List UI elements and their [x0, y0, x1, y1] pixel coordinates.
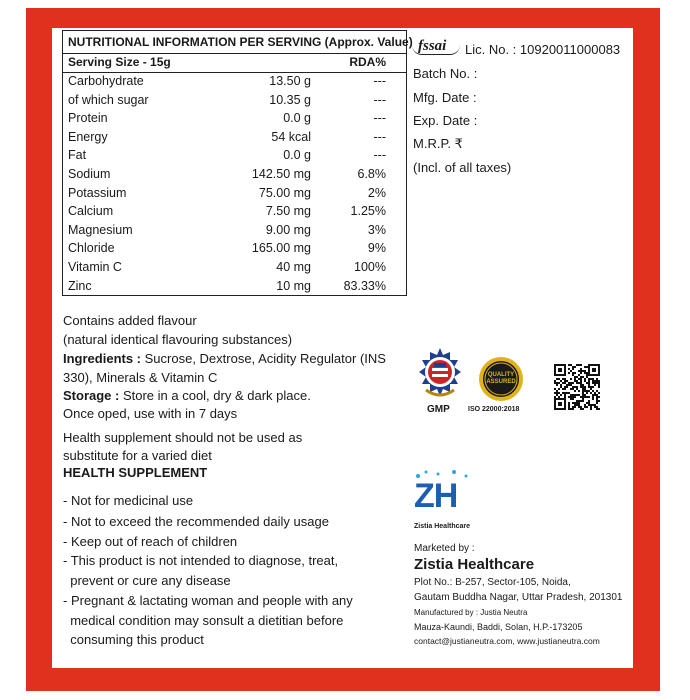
nutrition-row — [63, 186, 406, 205]
iso-label: ISO 22000:2018 — [468, 406, 520, 413]
nutrient-value: 142.50 mg — [251, 167, 311, 181]
nutrition-row — [63, 130, 406, 149]
storage-label: Storage : — [63, 388, 120, 403]
storage-line-1 — [63, 388, 311, 403]
zistia-logo-text: ZH — [414, 477, 458, 515]
advisory-item: - Keep out of reach of children — [63, 534, 238, 549]
contact-info: contact@justianeutra.com, www.justianeutra.com — [414, 636, 600, 646]
nutrient-rda: 2% — [367, 185, 386, 200]
nutrient-rda: 100% — [354, 260, 386, 274]
storage-text: Store in a cool, dry & dark place. — [119, 388, 311, 403]
logo-caption: Zistia Healthcare — [414, 523, 471, 530]
quality-badge-text: QUALITY ASSURED — [486, 372, 516, 385]
tax-note: (Incl. of all taxes) — [413, 160, 512, 175]
gmp-label: GMP — [427, 404, 450, 415]
nutrition-row — [63, 204, 406, 223]
nutrient-name: Protein — [68, 111, 108, 126]
nutrient-value: 10 mg — [276, 278, 311, 293]
flavour-line-2: (natural identical flavouring substances) — [63, 332, 293, 347]
nutrient-rda: --- — [373, 92, 386, 107]
nutrient-rda: 6.8% — [357, 167, 386, 181]
nutrient-name: Chloride — [68, 241, 115, 256]
nutrition-row — [63, 279, 406, 298]
nutrient-name: Zinc — [68, 278, 92, 293]
nutrient-rda: --- — [373, 74, 386, 88]
nutrient-name: of which sugar — [68, 92, 149, 107]
table-divider — [63, 72, 406, 73]
nutrition-title: NUTRITIONAL INFORMATION PER SERVING (Approx. Value) — [68, 35, 413, 49]
ingredients-line-1 — [63, 351, 386, 366]
advisory-item: - Not for medicinal use — [63, 493, 194, 508]
nutrient-value: 54 kcal — [271, 129, 311, 144]
nutrition-row — [63, 167, 406, 186]
nutrient-name: Calcium — [68, 204, 114, 219]
nutrient-rda: 83.33% — [343, 278, 386, 293]
ingredients-label: Ingredients : — [63, 351, 142, 366]
nutrient-value: 165.00 mg — [251, 241, 311, 256]
health-heading: HEALTH SUPPLEMENT — [63, 465, 208, 480]
nutrient-name: Carbohydrate — [68, 74, 144, 88]
nutrient-rda: 3% — [367, 222, 386, 237]
advisory-item: - This product is not intended to diagnose, treat, — [63, 553, 339, 568]
nutrition-row — [63, 260, 406, 279]
nutrition-row — [63, 148, 406, 167]
nutrient-value: 9.00 mg — [265, 222, 311, 237]
nutrient-name: Energy — [68, 129, 108, 144]
company-name: Zistia Healthcare — [414, 556, 535, 573]
nutrient-value: 75.00 mg — [258, 185, 311, 200]
address-line-1: Plot No.: B-257, Sector-105, Noida, — [414, 577, 571, 588]
ingredients-text: Sucrose, Dextrose, Acidity Regulator (INS — [141, 351, 386, 366]
nutrient-value: 7.50 mg — [265, 204, 311, 219]
nutrient-name: Magnesium — [68, 222, 133, 237]
nutrition-row — [63, 111, 406, 130]
license-number: Lic. No. : 10920011000083 — [465, 42, 621, 57]
qr-code-icon — [554, 364, 600, 410]
nutrient-name: Potassium — [68, 185, 127, 200]
nutrient-name: Fat — [68, 148, 87, 163]
address-line-2: Gautam Buddha Nagar, Uttar Pradesh, 201301 — [414, 592, 623, 603]
flavour-line-1: Contains added flavour — [63, 313, 197, 328]
table-divider — [63, 53, 406, 54]
nutrient-name: Vitamin C — [68, 260, 122, 274]
gmp-seal-icon — [416, 346, 464, 404]
nutrient-rda: --- — [373, 148, 386, 163]
nutrient-value: 40 mg — [276, 260, 311, 274]
fssai-swoosh — [412, 38, 460, 55]
advisory-item: - Not to exceed the recommended daily usage — [63, 514, 329, 529]
advisory-item: consuming this product — [63, 632, 204, 647]
nutrient-rda: 1.25% — [350, 204, 386, 219]
advisory-item: - Pregnant & lactating woman and people with any — [63, 593, 353, 608]
address-line-3: Mauza-Kaundi, Baddi, Solan, H.P.-173205 — [414, 622, 583, 632]
nutrient-name: Sodium — [68, 167, 111, 181]
nutrient-rda: --- — [373, 111, 386, 126]
health-line-1: Health supplement should not be used as — [63, 430, 303, 445]
nutrient-value: 0.0 g — [283, 148, 311, 163]
nutrient-value: 0.0 g — [283, 111, 311, 126]
health-line-2: substitute for a varied diet — [63, 448, 212, 463]
nutrition-table — [62, 30, 413, 296]
nutrition-row — [63, 223, 406, 242]
ingredients-line-2: 330), Minerals & Vitamin C — [63, 370, 218, 385]
nutrient-value: 13.50 g — [269, 74, 311, 88]
fssai-logo: fssai — [418, 38, 447, 54]
nutrient-rda: 9% — [367, 241, 386, 256]
nutrition-row — [63, 241, 406, 260]
serving-size: Serving Size - 15g — [68, 55, 171, 69]
advisory-item: medical condition may sonsult a dietitian before — [63, 613, 344, 628]
marketed-by: Marketed by : — [414, 543, 475, 554]
mrp: M.R.P. ₹ — [413, 136, 463, 151]
storage-line-2: Once oped, use with in 7 days — [63, 406, 238, 421]
nutrition-row — [63, 93, 406, 112]
exp-date: Exp. Date : — [413, 113, 478, 128]
mfg-date: Mfg. Date : — [413, 90, 477, 105]
manufactured-by: Manufactured by : Justia Neutra — [414, 608, 528, 617]
batch-number: Batch No. : — [413, 66, 478, 81]
nutrient-rda: --- — [373, 129, 386, 144]
nutrient-value: 10.35 g — [269, 92, 311, 107]
advisory-item: prevent or cure any disease — [63, 573, 231, 588]
rda-header: RDA% — [349, 55, 386, 69]
nutrition-row — [63, 74, 406, 93]
